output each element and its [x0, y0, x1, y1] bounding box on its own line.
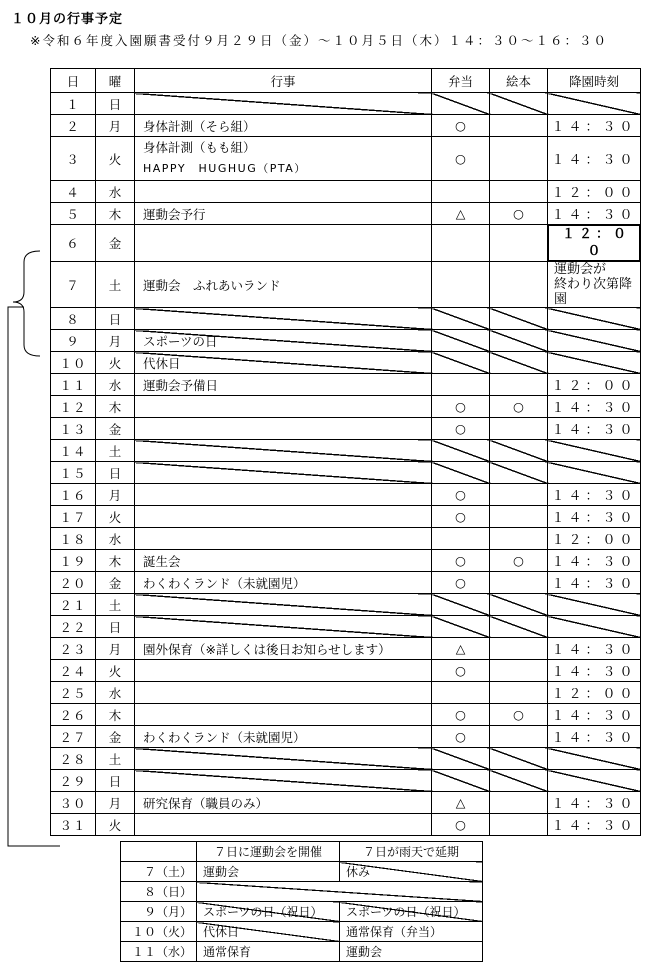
time-cell: １４：３０: [548, 484, 641, 506]
book-cell: [490, 484, 548, 506]
application-note: ※令和６年度入園願書受付９月２９日（金）～１０月５日（木）１４：３０～１６：３０: [30, 33, 608, 48]
day-cell: ２１: [51, 594, 96, 616]
event-cell: [135, 93, 432, 115]
book-cell: [490, 660, 548, 682]
dow-cell: 火: [96, 352, 135, 374]
dow-cell: 火: [96, 660, 135, 682]
dow-cell: 月: [96, 484, 135, 506]
dow-cell: 火: [96, 506, 135, 528]
table-row: [51, 462, 641, 484]
dow-cell: 金: [96, 726, 135, 748]
time-boxed: １２：００: [548, 225, 640, 261]
dow-cell: 木: [96, 396, 135, 418]
event-cell: [135, 225, 432, 262]
rain-plan-header-cell: ７日が雨天で延期: [340, 842, 483, 862]
day-cell: ４: [51, 181, 96, 203]
day-cell: １３: [51, 418, 96, 440]
event-cell: [135, 814, 432, 836]
book-cell: [490, 462, 548, 484]
book-cell: [490, 506, 548, 528]
rain-plan-row: [121, 942, 483, 962]
event-cell: [135, 594, 432, 616]
dow-cell: 日: [96, 770, 135, 792]
bento-cell: △: [432, 638, 490, 660]
rain-plan-held: スポーツの日（祝日）: [197, 902, 340, 922]
time-cell: [548, 440, 641, 462]
time-cell: [548, 225, 641, 262]
table-row: [51, 440, 641, 462]
day-cell: ２６: [51, 704, 96, 726]
header-time: 降園時刻: [548, 69, 641, 93]
event-cell: [135, 462, 432, 484]
book-cell: [490, 181, 548, 203]
day-cell: ２２: [51, 616, 96, 638]
day-cell: １０: [51, 352, 96, 374]
time-cell: [548, 462, 641, 484]
time-cell: [548, 330, 641, 352]
dow-cell: 木: [96, 550, 135, 572]
day-cell: １１: [51, 374, 96, 396]
event-cell: [135, 137, 432, 181]
time-cell: １４：３０: [548, 418, 641, 440]
book-cell: ○: [490, 396, 548, 418]
dow-cell: 水: [96, 682, 135, 704]
event-cell: 運動会 ふれあいランド: [135, 262, 432, 308]
event-cell: 身体計測（そら組）: [135, 115, 432, 137]
rain-plan-held: 通常保育: [197, 942, 340, 962]
book-cell: [490, 308, 548, 330]
day-cell: ３１: [51, 814, 96, 836]
book-cell: [490, 814, 548, 836]
day-cell: １６: [51, 484, 96, 506]
dow-cell: 金: [96, 225, 135, 262]
time-cell: １２：００: [548, 682, 641, 704]
dow-cell: 月: [96, 638, 135, 660]
event-cell: 運動会予備日: [135, 374, 432, 396]
table-row: [51, 770, 641, 792]
bento-cell: ○: [432, 506, 490, 528]
event-cell: わくわくランド（未就園児）: [135, 572, 432, 594]
time-cell: [548, 352, 641, 374]
rain-plan-row: [121, 862, 483, 882]
table-row: [51, 181, 641, 203]
dow-cell: 月: [96, 330, 135, 352]
brace-arrow-graphic: [0, 0, 60, 969]
table-row: [51, 660, 641, 682]
book-cell: [490, 225, 548, 262]
time-cell: １４：３０: [548, 396, 641, 418]
table-row: [51, 748, 641, 770]
dow-cell: 金: [96, 572, 135, 594]
rain-plan-header: [121, 842, 483, 862]
dow-cell: 金: [96, 418, 135, 440]
table-row: [51, 704, 641, 726]
time-cell: １４：３０: [548, 115, 641, 137]
header-day: 日: [51, 69, 96, 93]
bento-cell: [432, 462, 490, 484]
dow-cell: 水: [96, 181, 135, 203]
bento-cell: [432, 352, 490, 374]
table-row: [51, 792, 641, 814]
bento-cell: [432, 262, 490, 308]
book-cell: [490, 792, 548, 814]
book-cell: [490, 137, 548, 181]
time-cell: １４：３０: [548, 203, 641, 225]
bento-cell: [432, 594, 490, 616]
day-cell: ７: [51, 262, 96, 308]
day-cell: ９: [51, 330, 96, 352]
time-cell: １４：３０: [548, 550, 641, 572]
table-row: [51, 682, 641, 704]
event-cell: 園外保育（※詳しくは後日お知らせします）: [135, 638, 432, 660]
event-text-2: HAPPY HUGHUG（PTA）: [143, 162, 307, 175]
bento-cell: [432, 181, 490, 203]
time-cell: １４：３０: [548, 704, 641, 726]
rain-plan-date: ７（土）: [121, 862, 197, 882]
table-row: [51, 550, 641, 572]
time-note-2: 終わり次第降園: [554, 277, 633, 307]
day-cell: １８: [51, 528, 96, 550]
table-row: [51, 330, 641, 352]
time-note-1: 運動会が: [554, 262, 607, 277]
table-row: [51, 137, 641, 181]
bento-cell: △: [432, 792, 490, 814]
table-row: [51, 638, 641, 660]
bento-cell: [432, 770, 490, 792]
table-row: [51, 352, 641, 374]
day-cell: １２: [51, 396, 96, 418]
dow-cell: 日: [96, 93, 135, 115]
table-row: [51, 262, 641, 308]
bento-cell: [432, 225, 490, 262]
rain-plan-date: ８（日）: [121, 882, 197, 902]
rain-plan-table: [120, 841, 483, 962]
bento-cell: [432, 374, 490, 396]
event-cell: 運動会予行: [135, 203, 432, 225]
time-cell: １２：００: [548, 528, 641, 550]
time-cell: １４：３０: [548, 572, 641, 594]
dow-cell: 土: [96, 440, 135, 462]
dow-cell: 月: [96, 792, 135, 814]
event-cell: [135, 660, 432, 682]
book-cell: [490, 440, 548, 462]
rain-plan-rain: 運動会: [340, 942, 483, 962]
day-cell: １５: [51, 462, 96, 484]
header-event: 行事: [135, 69, 432, 93]
table-row: [51, 93, 641, 115]
bento-cell: ○: [432, 660, 490, 682]
rain-plan-rain: スポーツの日（祝日）: [340, 902, 483, 922]
time-cell: １２：００: [548, 181, 641, 203]
table-row: [51, 374, 641, 396]
rain-plan-held: 代休日: [197, 922, 340, 942]
header-row: [51, 69, 641, 93]
book-cell: [490, 374, 548, 396]
event-cell: [135, 396, 432, 418]
bento-cell: [432, 330, 490, 352]
bento-cell: ○: [432, 484, 490, 506]
table-row: [51, 225, 641, 262]
day-cell: ２９: [51, 770, 96, 792]
bento-cell: ○: [432, 704, 490, 726]
table-row: [51, 308, 641, 330]
day-cell: ２５: [51, 682, 96, 704]
table-row: [51, 115, 641, 137]
book-cell: [490, 418, 548, 440]
page-title: １０月の行事予定: [11, 12, 124, 27]
rain-plan-rain: 通常保育（弁当）: [340, 922, 483, 942]
bento-cell: △: [432, 203, 490, 225]
rain-plan-header-cell: [121, 842, 197, 862]
day-cell: ２３: [51, 638, 96, 660]
rain-plan-row: [121, 882, 483, 902]
day-cell: ２７: [51, 726, 96, 748]
time-cell: [548, 770, 641, 792]
time-cell: １４：３０: [548, 792, 641, 814]
time-cell: １４：３０: [548, 814, 641, 836]
event-cell: [135, 440, 432, 462]
bento-cell: [432, 528, 490, 550]
day-cell: ２４: [51, 660, 96, 682]
time-cell: [548, 594, 641, 616]
rain-plan-date: １１（水）: [121, 942, 197, 962]
book-cell: [490, 638, 548, 660]
table-row: [51, 418, 641, 440]
rain-plan-header-cell: ７日に運動会を開催: [197, 842, 340, 862]
event-cell: [135, 181, 432, 203]
time-cell: １４：３０: [548, 726, 641, 748]
dow-cell: 日: [96, 462, 135, 484]
book-cell: ○: [490, 203, 548, 225]
bento-cell: ○: [432, 726, 490, 748]
event-cell: スポーツの日: [135, 330, 432, 352]
rain-plan-held: 運動会: [197, 862, 340, 882]
dow-cell: 木: [96, 203, 135, 225]
day-cell: １: [51, 93, 96, 115]
bento-cell: ○: [432, 814, 490, 836]
table-row: [51, 203, 641, 225]
dow-cell: 火: [96, 814, 135, 836]
event-cell: [135, 770, 432, 792]
book-cell: ○: [490, 704, 548, 726]
bento-cell: ○: [432, 418, 490, 440]
book-cell: [490, 594, 548, 616]
event-cell: 代休日: [135, 352, 432, 374]
day-cell: ２８: [51, 748, 96, 770]
book-cell: [490, 262, 548, 308]
day-cell: ２: [51, 115, 96, 137]
event-text: 身体計測（もも組）: [143, 140, 256, 155]
table-row: [51, 506, 641, 528]
book-cell: [490, 770, 548, 792]
table-row: [51, 572, 641, 594]
dow-cell: 木: [96, 704, 135, 726]
table-row: [51, 726, 641, 748]
day-cell: １４: [51, 440, 96, 462]
dow-cell: 月: [96, 115, 135, 137]
book-cell: [490, 726, 548, 748]
event-cell: [135, 484, 432, 506]
day-cell: ８: [51, 308, 96, 330]
book-cell: [490, 748, 548, 770]
event-cell: 誕生会: [135, 550, 432, 572]
dow-cell: 水: [96, 374, 135, 396]
day-cell: １７: [51, 506, 96, 528]
time-cell: [548, 308, 641, 330]
book-cell: [490, 93, 548, 115]
dow-cell: 水: [96, 528, 135, 550]
time-cell: [548, 262, 641, 308]
day-cell: ５: [51, 203, 96, 225]
bento-cell: [432, 308, 490, 330]
dow-cell: 日: [96, 308, 135, 330]
event-cell: [135, 528, 432, 550]
bento-cell: ○: [432, 550, 490, 572]
event-cell: [135, 418, 432, 440]
bento-cell: [432, 682, 490, 704]
dow-cell: 日: [96, 616, 135, 638]
schedule-table: [50, 68, 641, 836]
header-bento: 弁当: [432, 69, 490, 93]
table-row: [51, 814, 641, 836]
event-cell: [135, 616, 432, 638]
day-cell: ３０: [51, 792, 96, 814]
dow-cell: 土: [96, 262, 135, 308]
rain-plan-row: [121, 922, 483, 942]
event-cell: [135, 308, 432, 330]
book-cell: [490, 330, 548, 352]
header-dow: 曜: [96, 69, 135, 93]
rain-plan-date: １０（火）: [121, 922, 197, 942]
time-cell: １２：００: [548, 374, 641, 396]
day-cell: １９: [51, 550, 96, 572]
book-cell: [490, 682, 548, 704]
dow-cell: 土: [96, 594, 135, 616]
bento-cell: [432, 616, 490, 638]
time-cell: [548, 93, 641, 115]
rain-plan-rain: 休み: [340, 862, 483, 882]
time-cell: １４：３０: [548, 506, 641, 528]
dow-cell: 火: [96, 137, 135, 181]
book-cell: [490, 572, 548, 594]
bento-cell: [432, 440, 490, 462]
rain-plan-date: ９（月）: [121, 902, 197, 922]
rain-plan-off: [197, 882, 483, 902]
book-cell: [490, 352, 548, 374]
bento-cell: ○: [432, 572, 490, 594]
time-cell: １４：３０: [548, 137, 641, 181]
table-row: [51, 616, 641, 638]
rain-plan-row: [121, 902, 483, 922]
bento-cell: ○: [432, 137, 490, 181]
bento-cell: ○: [432, 115, 490, 137]
day-cell: ３: [51, 137, 96, 181]
book-cell: [490, 528, 548, 550]
event-cell: 研究保育（職員のみ）: [135, 792, 432, 814]
time-cell: １４：３０: [548, 660, 641, 682]
time-cell: １４：３０: [548, 638, 641, 660]
event-cell: わくわくランド（未就園児）: [135, 726, 432, 748]
table-row: [51, 484, 641, 506]
bento-cell: ○: [432, 396, 490, 418]
book-cell: [490, 115, 548, 137]
bento-cell: [432, 748, 490, 770]
event-cell: [135, 704, 432, 726]
time-cell: [548, 748, 641, 770]
table-row: [51, 594, 641, 616]
event-cell: [135, 506, 432, 528]
event-cell: [135, 748, 432, 770]
bento-cell: [432, 93, 490, 115]
time-cell: [548, 616, 641, 638]
day-cell: ６: [51, 225, 96, 262]
table-row: [51, 528, 641, 550]
event-cell: [135, 682, 432, 704]
book-cell: ○: [490, 550, 548, 572]
dow-cell: 土: [96, 748, 135, 770]
header-book: 絵本: [490, 69, 548, 93]
table-row: [51, 396, 641, 418]
day-cell: ２０: [51, 572, 96, 594]
book-cell: [490, 616, 548, 638]
